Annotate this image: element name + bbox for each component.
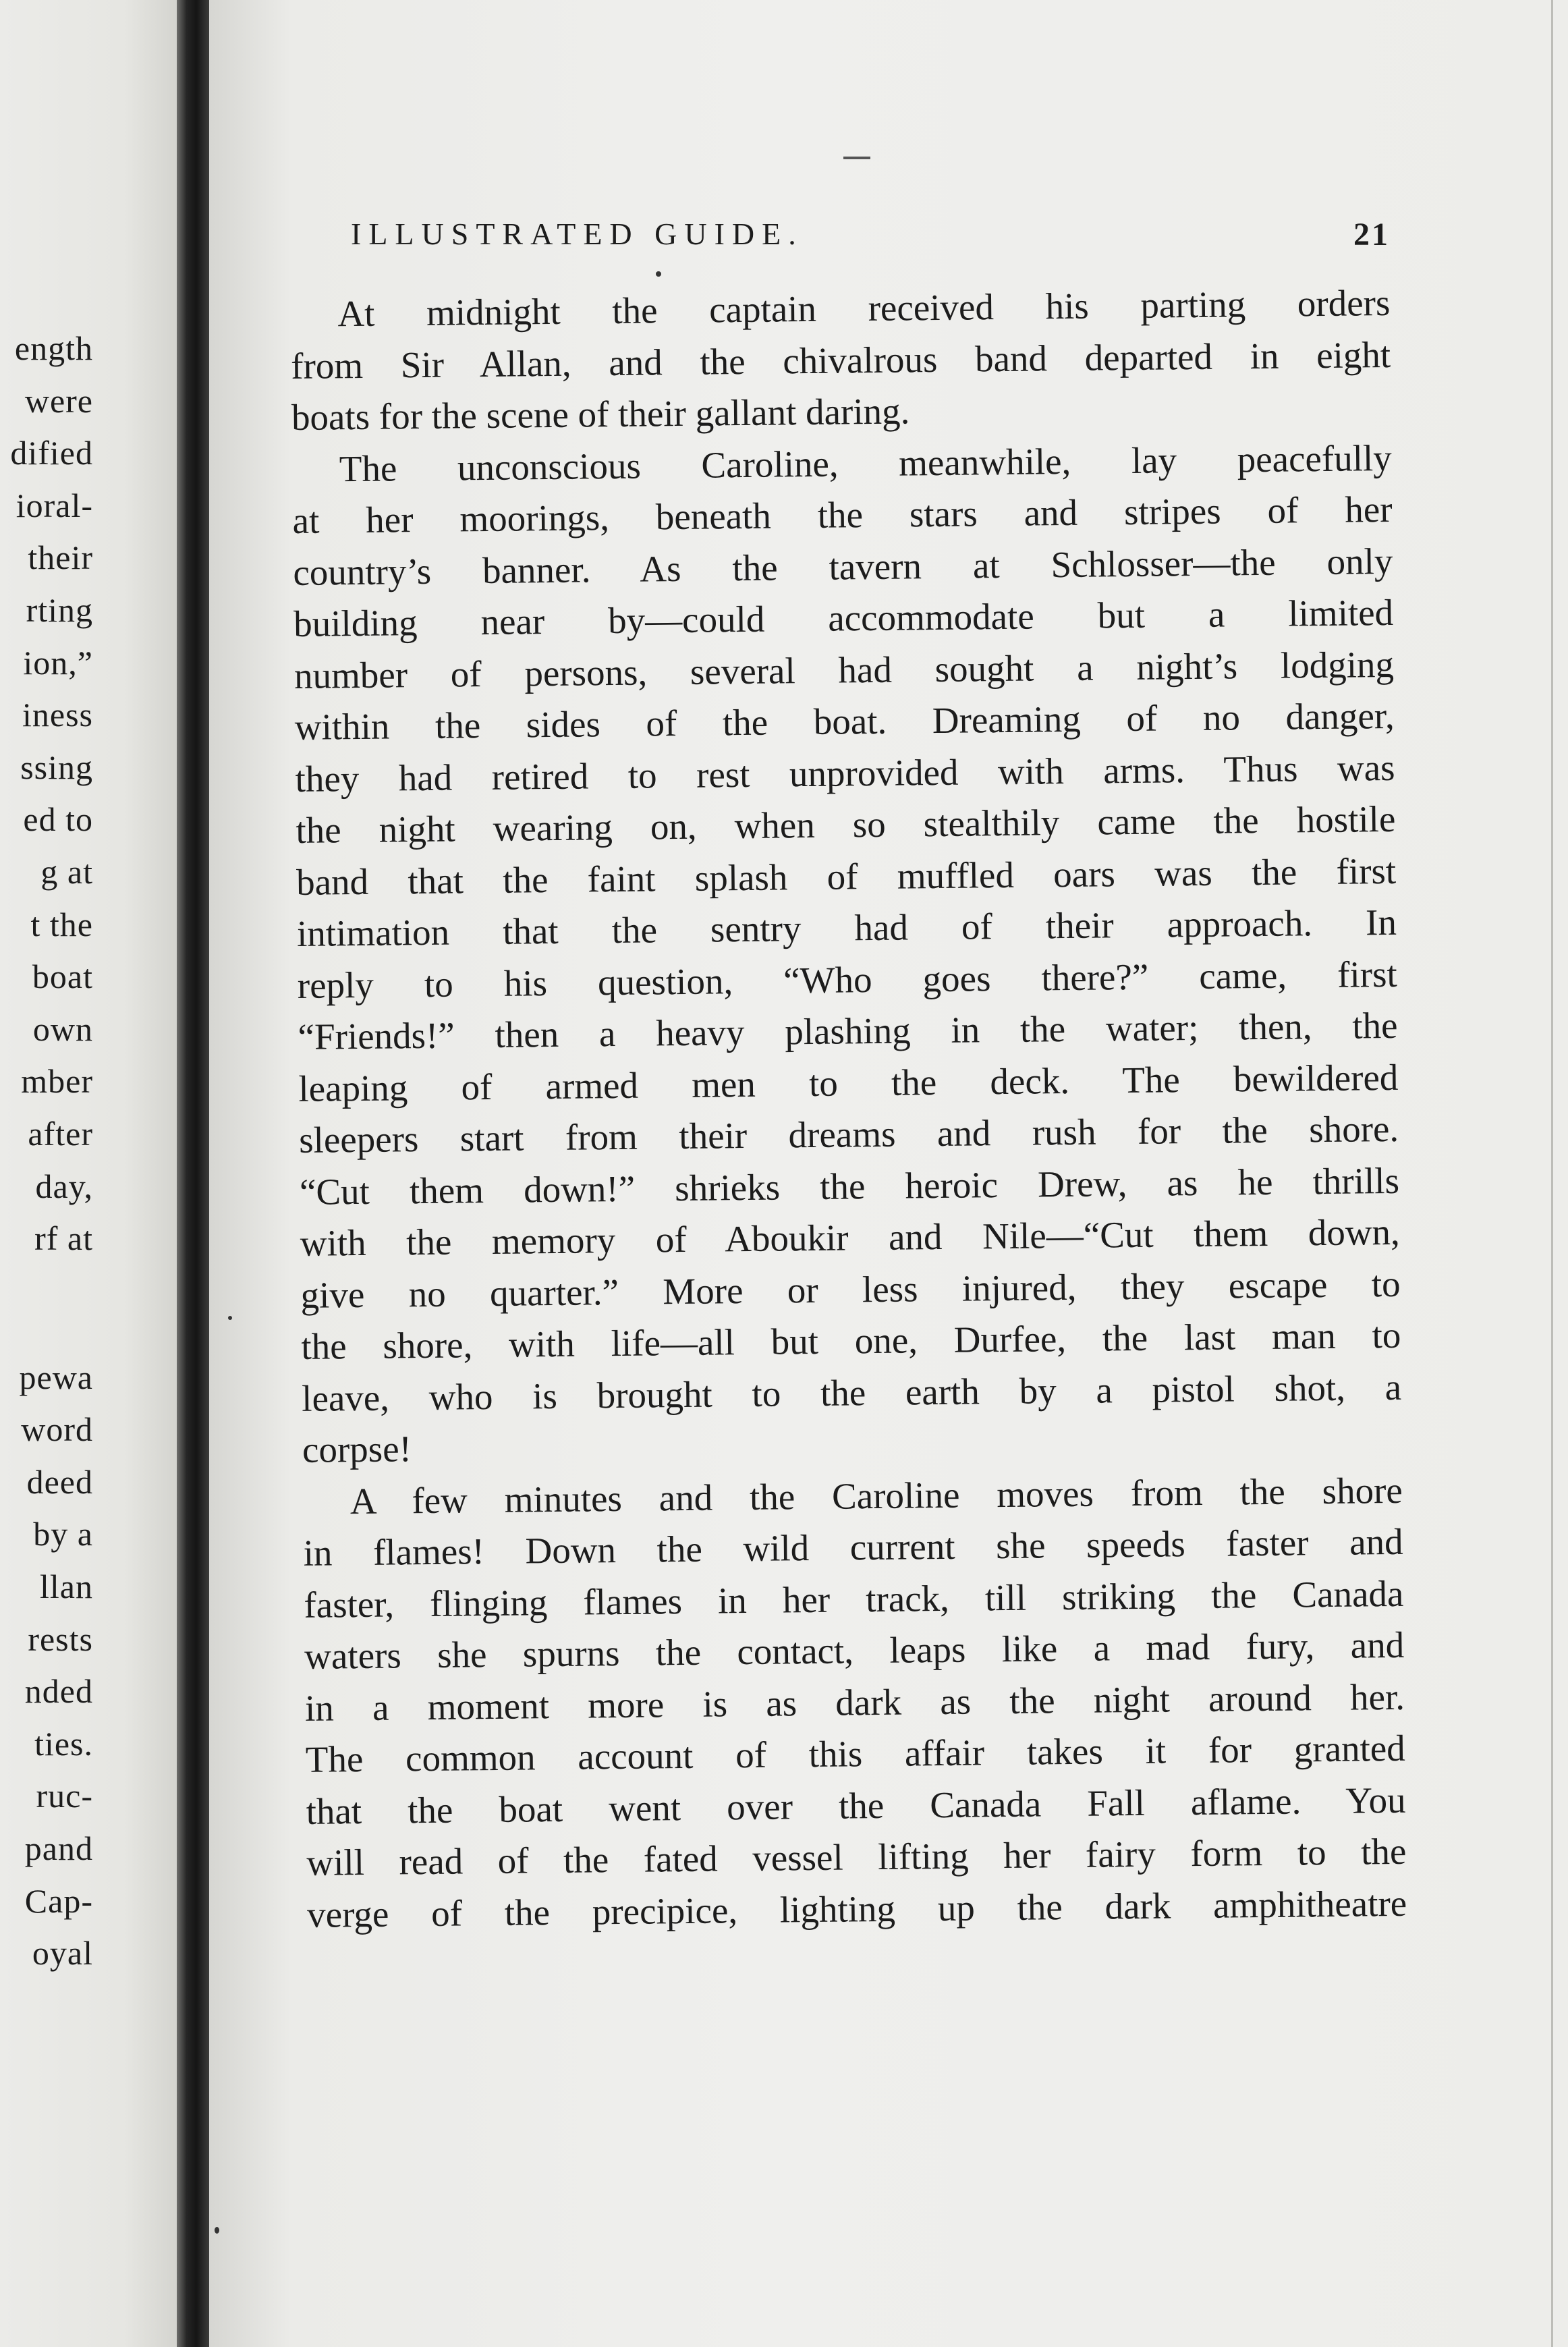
facing-page-line: ength: [14, 329, 93, 367]
text-line: corpse!: [302, 1428, 412, 1470]
text-line: will read of the fated vessel lifting her fairy form to the: [306, 1830, 1407, 1883]
facing-page-line: oyal: [32, 1934, 93, 1972]
facing-page-line: ties.: [34, 1724, 93, 1763]
facing-page-line: after: [28, 1114, 93, 1153]
text-line: faster, flinging flames in her track, till striking the Canada: [304, 1572, 1404, 1626]
running-title: ILLUSTRATED GUIDE.: [351, 217, 804, 251]
facing-page-line: nded: [24, 1672, 93, 1711]
paragraph: [291, 432, 1402, 1476]
text-line: in flames! Down the wild current she speeds faster and: [303, 1520, 1403, 1574]
paper-speck: [215, 2227, 219, 2234]
text-line: sleepers start from their dreams and rush for the shore.: [298, 1107, 1399, 1161]
text-line: the night wearing on, when so stealthily came the hostile: [296, 798, 1396, 851]
facing-page-line: their: [28, 539, 93, 577]
text-line: “Friends!” then a heavy plashing in the water; then, the: [298, 1004, 1398, 1057]
text-line: leaping of armed men to the deck. The bewildered: [298, 1056, 1399, 1109]
page-edge: [1551, 0, 1553, 2347]
facing-page-line: g at: [40, 852, 93, 891]
text-line: building near by—could accommodate but a limited: [293, 591, 1394, 644]
body-text: [290, 277, 1407, 1941]
text-line: “Cut them down!” shrieks the heroic Drew, as he thrills: [299, 1159, 1400, 1213]
facing-page-line: Cap-: [24, 1881, 93, 1920]
facing-page-line: dified: [10, 434, 93, 472]
paragraph: [290, 277, 1391, 444]
facing-page-line: ruc-: [36, 1777, 93, 1815]
text-line: reply to his question, “Who goes there?” came, first: [297, 953, 1398, 1006]
facing-page-text: [10, 323, 93, 1980]
facing-page-line: ioral-: [16, 486, 93, 524]
facing-page-line: boat: [32, 958, 93, 996]
facing-page-line: deed: [26, 1462, 93, 1501]
facing-page-line: mber: [21, 1062, 93, 1101]
text-line: A few minutes and the Caroline moves from the shore: [349, 1469, 1403, 1522]
facing-page-line: ssing: [20, 748, 93, 786]
text-line: verge of the precipice, lighting up the dark amphitheatre: [306, 1882, 1407, 1935]
facing-page-line: day,: [35, 1167, 93, 1205]
text-line: boats for the scene of their gallant daring.: [291, 390, 910, 438]
paper-speck: [228, 1316, 232, 1320]
text-line: At midnight the captain received his parting orders: [337, 281, 1391, 335]
book-gutter: [177, 0, 209, 2347]
facing-page-line: t the: [30, 905, 93, 943]
text-line: country’s banner. As the tavern at Schlosser—the only: [293, 540, 1393, 593]
paper-speck: [656, 271, 661, 277]
facing-page: [0, 0, 177, 2347]
text-line: within the sides of the boat. Dreaming of no danger,: [294, 694, 1395, 748]
facing-page-line: iness: [22, 696, 93, 734]
facing-page-line: pewa: [19, 1358, 93, 1396]
facing-page-line: pand: [24, 1829, 93, 1868]
facing-page-line: own: [32, 1010, 93, 1048]
page-number: 21: [1353, 217, 1390, 252]
printer-mark: [843, 157, 870, 159]
text-line: waters she spurns the contact, leaps like a mad fury, and: [304, 1624, 1405, 1677]
text-line: The unconscious Caroline, meanwhile, lay peacefully: [339, 437, 1393, 489]
running-head: [351, 216, 1390, 270]
facing-page-line: rting: [26, 590, 93, 629]
paragraph-gap: [10, 1265, 93, 1352]
text-line: number of persons, several had sought a night’s lodging: [293, 643, 1395, 696]
text-line: they had retired to rest unprovided with arms. Thus was: [295, 746, 1395, 800]
facing-page-line: ion,”: [23, 643, 93, 682]
facing-page-line: word: [21, 1410, 93, 1449]
text-line: that the boat went over the Canada Fall aflame. You: [306, 1779, 1406, 1832]
facing-page-line: ed to: [23, 800, 93, 839]
text-line: give no quarter.” More or less injured, they escape to: [300, 1263, 1401, 1316]
text-line: at her moorings, beneath the stars and stripes of her: [292, 488, 1393, 541]
text-line: The common account of this affair takes it for granted: [305, 1727, 1406, 1780]
text-line: the shore, with life—all but one, Durfee, the last man to: [301, 1314, 1401, 1367]
text-line: with the memory of Aboukir and Nile—“Cut them down,: [300, 1211, 1401, 1264]
facing-page-line: rests: [28, 1620, 93, 1658]
facing-page-line: by a: [33, 1515, 93, 1553]
text-line: leave, who is brought to the earth by a pistol shot, a: [301, 1366, 1402, 1419]
text-line: intimation that the sentry had of their approach. In: [296, 901, 1397, 954]
text-line: from Sir Allan, and the chivalrous band departed in eight: [290, 333, 1391, 387]
text-line: in a moment more is as dark as the night around her.: [304, 1676, 1405, 1729]
text-line: band that the faint splash of muffled oars was the first: [296, 850, 1397, 903]
facing-page-line: were: [24, 381, 93, 420]
paragraph: [302, 1464, 1407, 1941]
facing-page-line: rf at: [34, 1219, 93, 1258]
facing-page-line: llan: [40, 1568, 93, 1606]
